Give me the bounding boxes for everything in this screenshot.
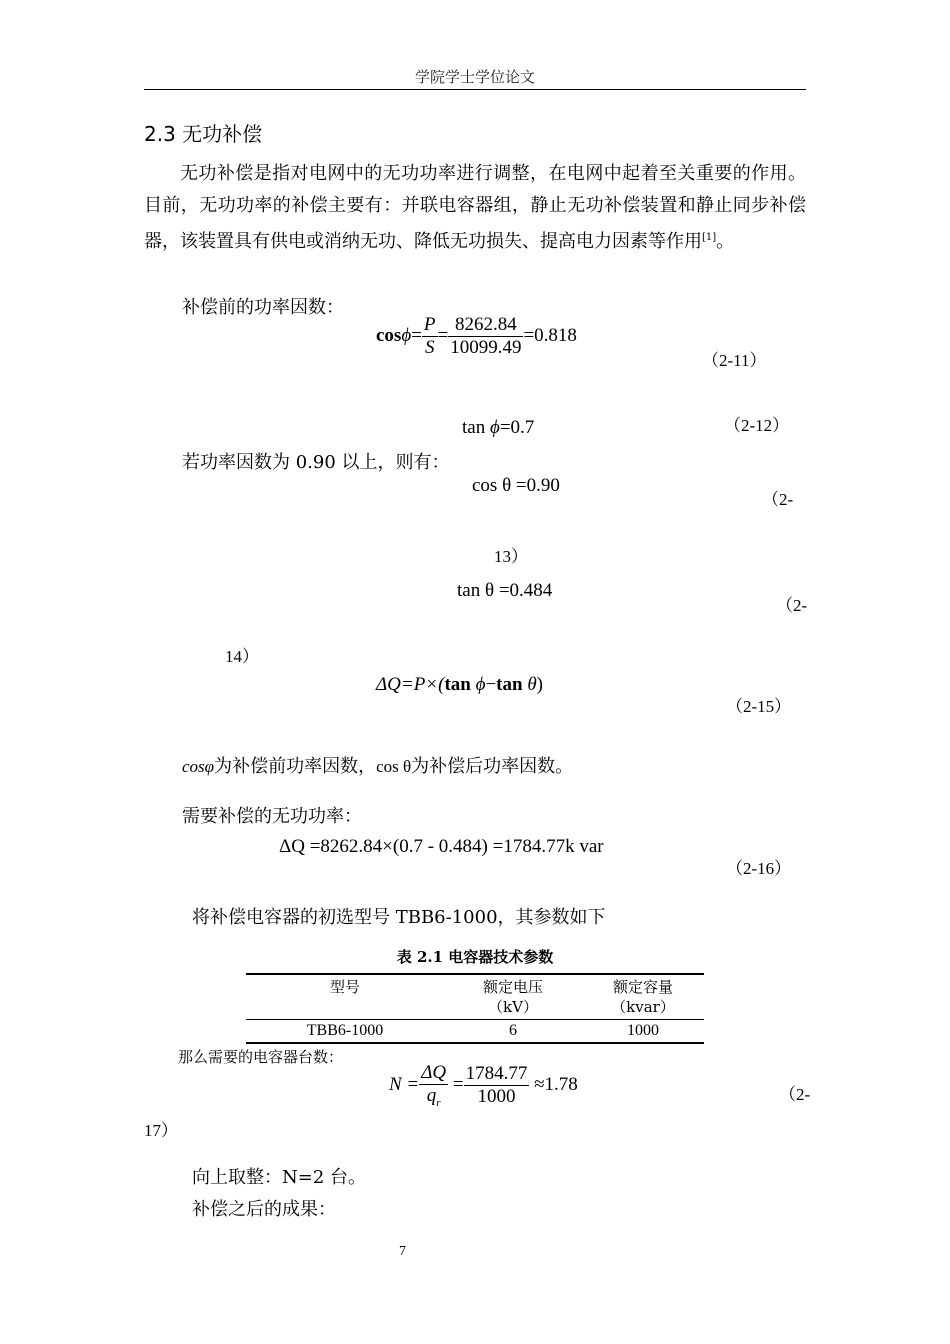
roundup-text: 向上取整：N=2 台。: [192, 1167, 367, 1188]
eq15-minus: −: [485, 674, 497, 695]
eq15-dq: ΔQ: [376, 674, 401, 695]
table-cell: 6: [444, 1020, 582, 1044]
equation-2-12: [462, 417, 534, 439]
eq11-number: （2-11）: [702, 351, 767, 370]
table-header-model: 型号: [246, 974, 444, 1020]
eq12-phi: ϕ: [489, 417, 500, 438]
eq17-result: ≈1.78: [534, 1073, 578, 1095]
equation-2-14: tan θ =0.484: [457, 580, 553, 601]
eq17-den-sub: r: [436, 1096, 441, 1109]
eq13-number-a: （2-: [762, 490, 794, 509]
eq13-number-b: 13）: [494, 547, 528, 566]
page-number: 7: [399, 1244, 406, 1259]
eq11-frac1-num: P: [423, 314, 436, 335]
explain-part1: 为补偿前功率因数，: [214, 756, 377, 777]
eq12-result: =0.7: [499, 417, 535, 438]
eq17-number-a: （2-: [779, 1085, 811, 1104]
eq11-frac2-num: 8262.84: [448, 314, 523, 337]
section-title: 2.3 无功补偿: [144, 122, 263, 146]
table-row: [246, 1020, 704, 1044]
eq12-number: （2-12）: [724, 416, 790, 435]
need-label: 需要补偿的无功功率：: [182, 806, 362, 827]
eq11-frac2-den: 10099.49: [450, 337, 522, 358]
explain-costheta: cos θ: [376, 757, 412, 776]
equation-2-15: [376, 674, 543, 696]
capacitor-intro: 将补偿电容器的初选型号 TBB6-1000，其参数如下: [192, 907, 606, 928]
eq15-theta: θ: [527, 674, 537, 695]
explain-part2: 为补偿后功率因数。: [411, 756, 574, 777]
table-header-voltage: 额定电压 （kV）: [444, 974, 582, 1020]
eq15-phi: ϕ: [475, 674, 486, 695]
pf-condition: 若功率因数为 0.90 以上，则有：: [182, 452, 450, 473]
header-rule: [144, 89, 806, 90]
pf-explanation: [182, 752, 573, 778]
eq14-number-a: （2-: [776, 596, 808, 615]
eq15-mid: =P×(: [400, 674, 445, 695]
eq17-num2: 1784.77: [465, 1062, 528, 1084]
citation-ref: [1]: [702, 232, 717, 243]
eq12-tan: tan: [462, 417, 486, 438]
eq11-cos: cos: [376, 324, 402, 346]
eq11-eq: =: [411, 324, 422, 346]
table-cell: 1000: [582, 1020, 704, 1044]
eq17-lhs: N =: [389, 1073, 420, 1095]
table-cell: TBB6-1000: [246, 1020, 444, 1044]
equation-2-13: cos θ =0.90: [472, 475, 560, 496]
eq17-den: q: [426, 1085, 437, 1106]
table-header-capacity: 额定容量 （kvar）: [582, 974, 704, 1020]
intro-paragraph: [144, 158, 806, 258]
eq14-number-b: 14）: [225, 647, 259, 666]
eq17-num: ΔQ: [421, 1062, 447, 1083]
eq11-phi: ϕ: [401, 324, 412, 346]
eq11-result: =0.818: [523, 324, 577, 346]
eq17-number-b: 17）: [144, 1121, 178, 1140]
table-caption: 表 2.1 电容器技术参数: [396, 948, 554, 966]
before-label: 补偿前的功率因数：: [182, 297, 344, 318]
explain-cosphi: cosφ: [182, 757, 215, 776]
equation-2-16: ΔQ =8262.84×(0.7 - 0.484) =1784.77k var: [279, 836, 604, 857]
eq17-den2: 1000: [477, 1085, 516, 1107]
equation-2-11: [376, 314, 577, 359]
eq15-tan2: tan: [496, 674, 523, 695]
eq15-number: （2-15）: [726, 697, 792, 716]
eq15-close: ): [536, 674, 543, 695]
eq11-eq2: =: [437, 324, 449, 346]
intro-end: 。: [716, 231, 735, 252]
eq17-eq: =: [452, 1073, 464, 1095]
eq11-frac1-den: S: [424, 337, 435, 358]
equation-2-17: [389, 1062, 578, 1109]
after-label: 补偿之后的成果：: [192, 1199, 336, 1220]
eq16-number: （2-16）: [726, 859, 792, 878]
intro-text: 无功补偿是指对电网中的无功功率进行调整，在电网中起着至关重要的作用。目前，无功功率的补偿主要有：并联电容器组，静止无功补偿装置和静止同步补偿器，该装置具有供电或消纳无功、降低无功损失、提高电力因素等作用: [144, 163, 806, 252]
capacitor-table: [246, 973, 704, 1044]
running-header: 学院学士学位论文: [414, 68, 535, 86]
count-label: 那么需要的电容器台数：: [178, 1048, 344, 1066]
eq15-tan1: tan: [444, 674, 471, 695]
